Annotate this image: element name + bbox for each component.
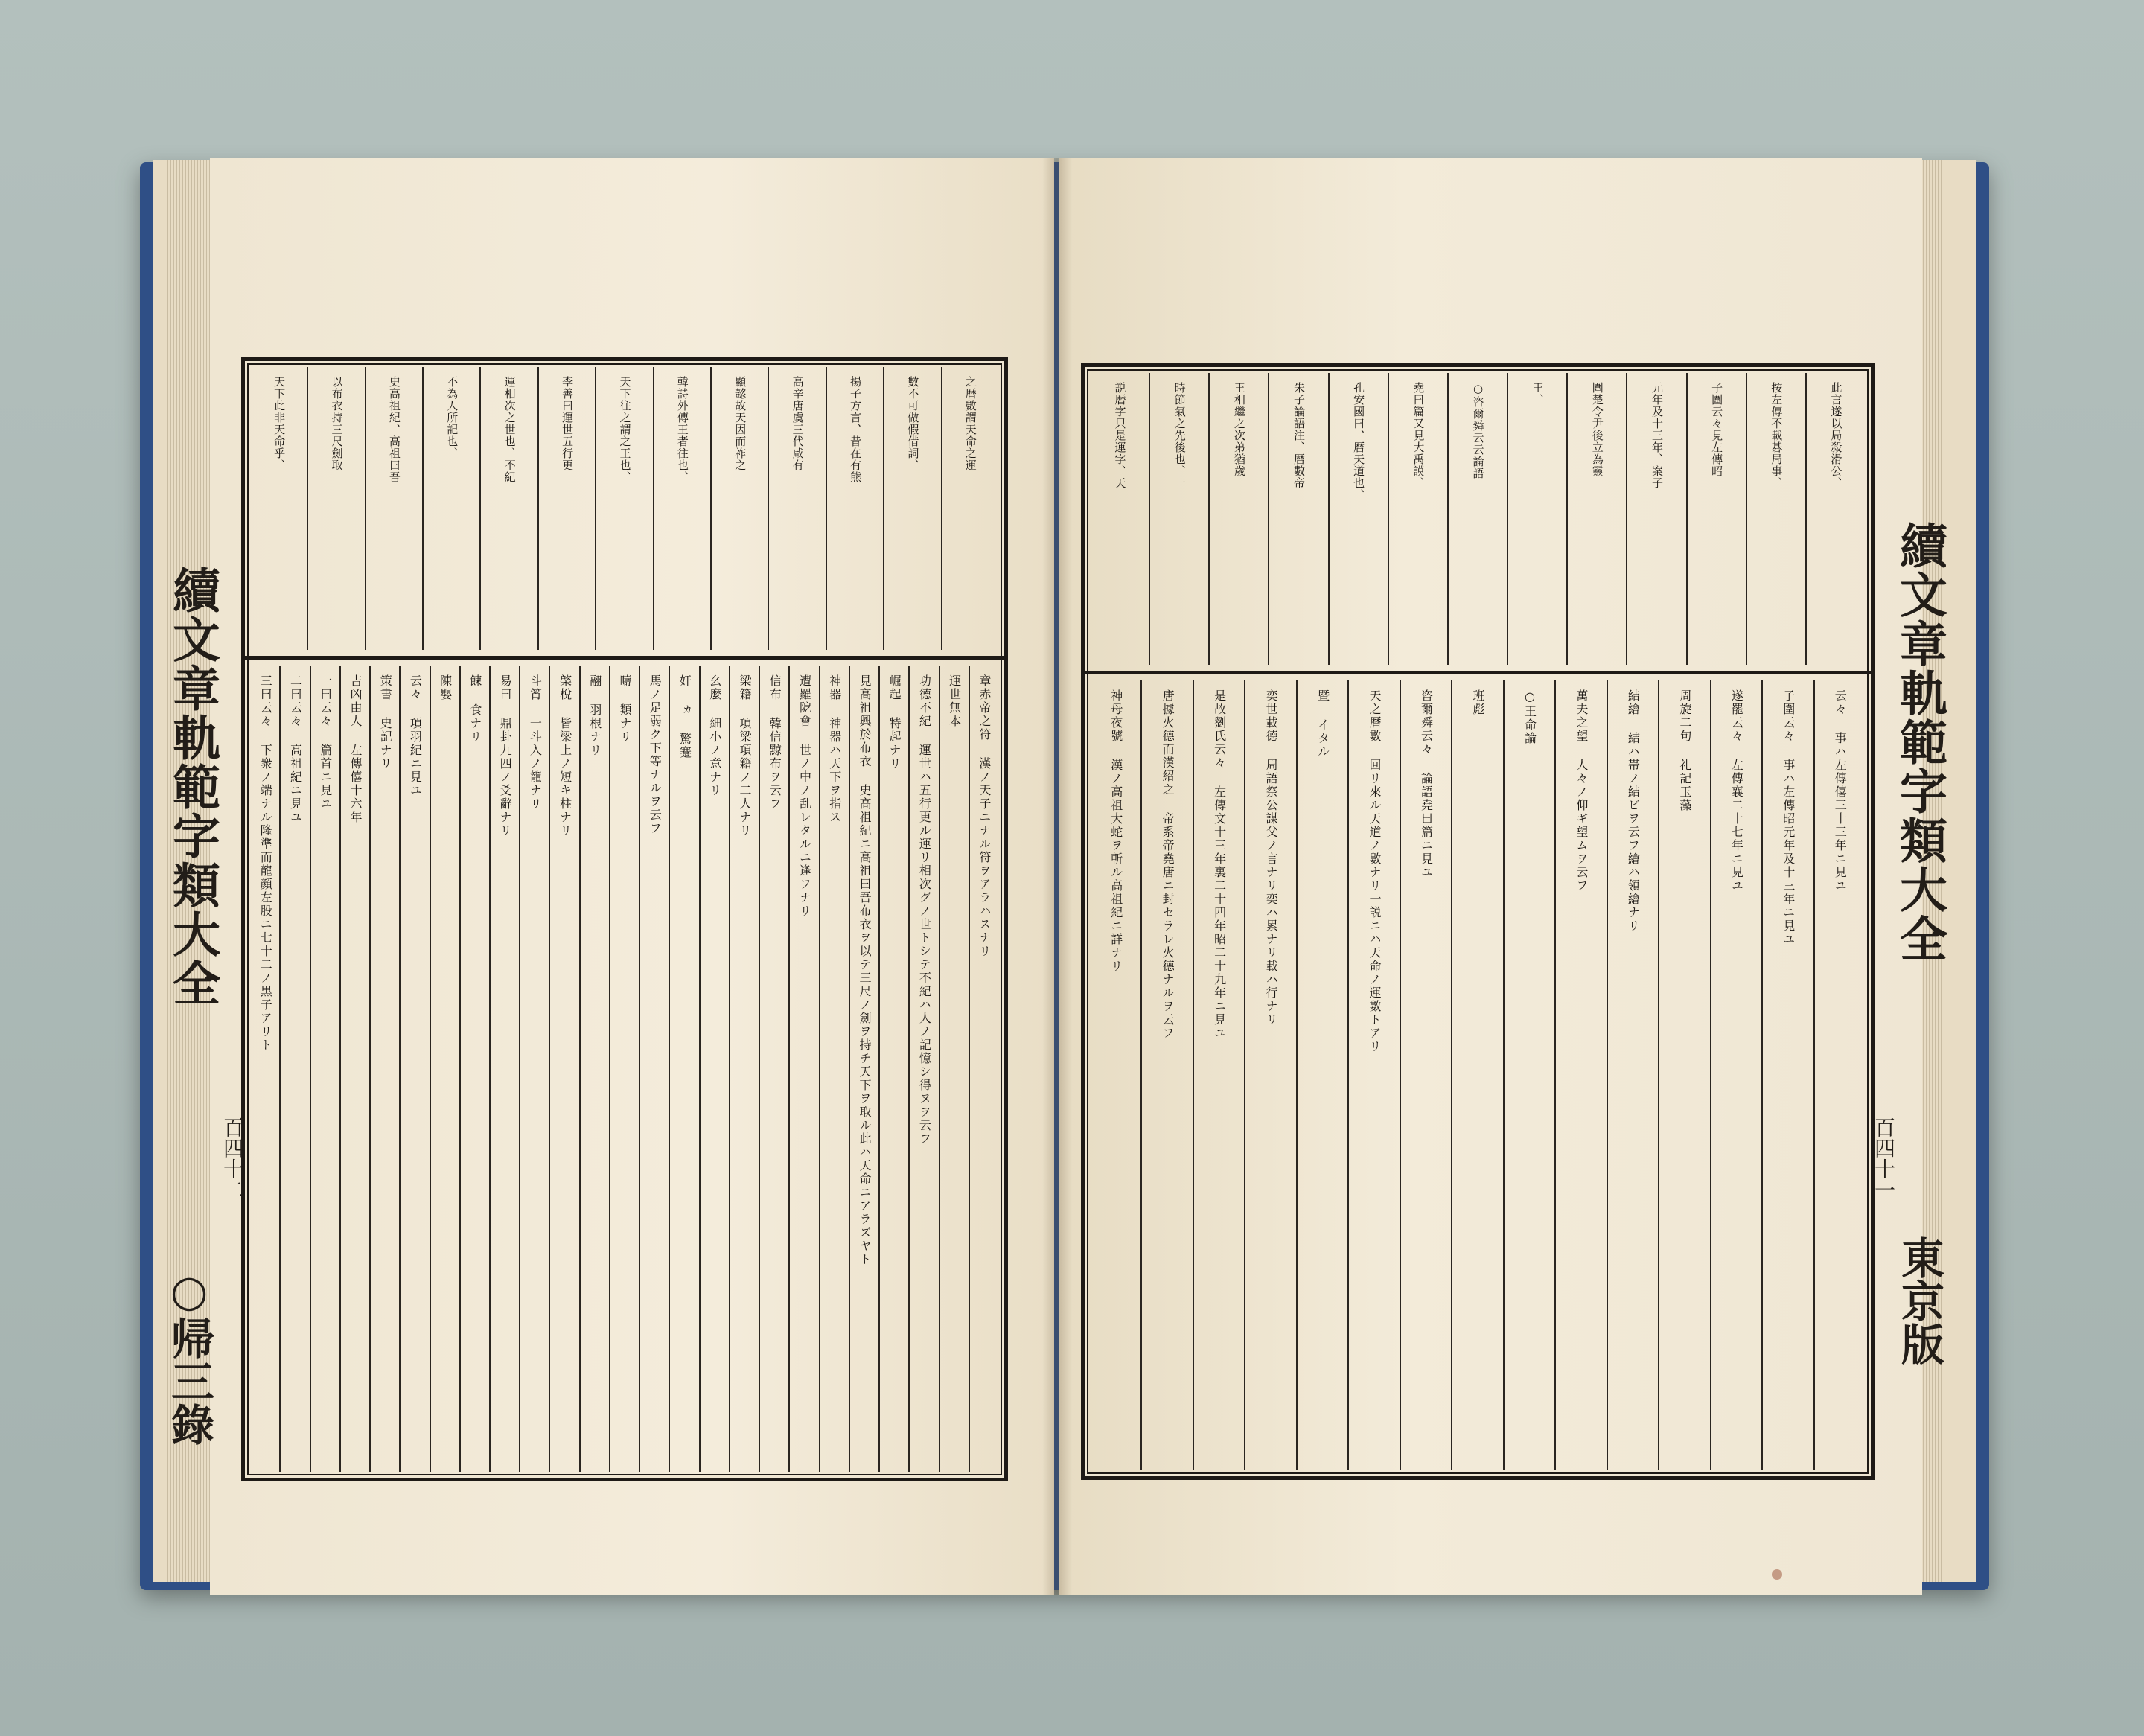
right-lower-column-text: 咨爾舜云々 論語堯曰篇ニ見ユ [1419, 689, 1434, 879]
left-folio: 百四十二 [220, 1117, 245, 1200]
right-lower-column [1658, 680, 1709, 1470]
left-upper-column [826, 367, 883, 650]
right-lower-column [1503, 680, 1554, 1470]
right-upper-column [1626, 373, 1685, 665]
right-lower-column [1091, 680, 1140, 1470]
right-upper-column [1388, 373, 1447, 665]
left-lower-column [399, 666, 429, 1472]
right-upper-column [1268, 373, 1327, 665]
right-upper-column [1447, 373, 1507, 665]
left-lower-column-text: 翮 羽根ナリ [587, 674, 602, 757]
right-upper-column [1091, 373, 1149, 665]
left-upper-column-text: 顯懿故天因而祚之 [733, 376, 747, 471]
right-lower-column [1140, 680, 1192, 1470]
left-lower-column-text: 章赤帝之符 漢ノ天子ニナル符ヲアラハスナリ [977, 674, 992, 958]
left-lower-column-text: 棨梲 皆梁上ノ短キ柱ナリ [558, 674, 572, 837]
right-upper-column-text: 此言遂以局殺滑公、 [1829, 382, 1843, 489]
left-lower-column-text: 餗 食ナリ [468, 674, 482, 744]
right-lower-column [1244, 680, 1295, 1470]
right-upper-columns [1091, 373, 1865, 665]
left-lower-column [489, 666, 519, 1472]
left-upper-column-text: 韓詩外傳王者往也、 [675, 376, 689, 483]
right-upper-column-text: 圍楚令尹後立為靈 [1590, 382, 1604, 477]
left-upper-column-text: 天下往之謂之王也、 [618, 376, 632, 483]
left-lower-column-text: 策書 史記ナリ [378, 674, 393, 770]
left-upper-column [365, 367, 422, 650]
right-upper-register [1085, 367, 1871, 674]
right-lower-column-text: 神母夜號 漢ノ高祖大蛇ヲ斬ル高祖紀ニ詳ナリ [1108, 689, 1123, 973]
right-upper-column-text: 王、 [1531, 382, 1545, 406]
left-lower-column-text: 疇 類ナリ [618, 674, 633, 744]
paper-stain [1772, 1569, 1782, 1580]
left-upper-column [768, 367, 825, 650]
right-lower-column-text: 暨 イタル [1315, 689, 1330, 759]
left-upper-columns [251, 367, 998, 650]
right-lower-register [1085, 674, 1871, 1476]
right-upper-column [1805, 373, 1865, 665]
right-lower-column-text: 周旋二句 礼記玉藻 [1677, 689, 1692, 812]
right-lower-column-text: 奕世載德 周語祭公謀父ノ言ナリ奕ハ累ナリ載ハ行ナリ [1264, 689, 1279, 1027]
right-upper-column-text: 孔安國曰、暦天道也、 [1352, 382, 1366, 501]
left-upper-column-text: 之暦數謂天命之運 [963, 376, 977, 471]
left-upper-column-text: 運相次之世也、不紀 [502, 376, 517, 483]
left-lower-column [519, 666, 549, 1472]
right-lower-column [1347, 680, 1399, 1470]
left-lower-column [878, 666, 908, 1472]
right-lower-column-text: 班彪 [1470, 689, 1485, 716]
right-lower-column-text: 子圍云々 事ハ左傳昭元年及十三年ニ見ユ [1781, 689, 1796, 946]
left-lower-column-text: 神器 神器ハ天下ヲ指ス [827, 674, 842, 824]
left-upper-column [941, 367, 998, 650]
left-press-mark: ○帰三錄 [164, 1266, 214, 1446]
right-upper-column [1149, 373, 1208, 665]
left-lower-column-text: 功德不紀 運世ハ五行更ル運リ相次グノ世トシテ不紀ハ人ノ記憶シ得ヌヲ云フ [917, 674, 932, 1146]
right-upper-column [1686, 373, 1746, 665]
left-lower-column-text: 運世無本 [947, 674, 962, 728]
right-lower-column [1813, 680, 1865, 1470]
left-lower-column-text: 陳嬰 [438, 674, 453, 701]
right-upper-column-text: 元年及十三年、案子 [1650, 382, 1664, 489]
right-lower-column [1296, 680, 1347, 1470]
left-upper-column [479, 367, 537, 650]
right-lower-column-text: 是故劉氏云々 左傳文十三年裏二十四年昭二十九年ニ見ユ [1212, 689, 1227, 1040]
left-lower-column [969, 666, 998, 1472]
left-upper-column-text: 不為人所記也、 [445, 376, 459, 459]
right-upper-column-text: 王相繼之次弟猶歲 [1232, 382, 1246, 477]
right-upper-column [1746, 373, 1805, 665]
left-lower-column-text: 吉凶由人 左傳僖十六年 [348, 674, 363, 824]
left-lower-column [639, 666, 669, 1472]
left-upper-column [653, 367, 710, 650]
left-lower-column [251, 666, 279, 1472]
right-upper-column-text: 説暦字只是運字、天 [1113, 382, 1127, 489]
right-lower-column-text: 云々 事ハ左傳僖三十三年ニ見ユ [1833, 689, 1848, 893]
left-lower-column [430, 666, 459, 1472]
left-upper-column [883, 367, 940, 650]
left-lower-column [310, 666, 339, 1472]
right-upper-column-text: 時節氣之先後也、一 [1172, 382, 1187, 489]
left-lower-column-text: 奸 ヵ 驚蹇 [677, 674, 692, 759]
left-lower-column-text: 三曰云々 下衆ノ端ナル隆準而龍顔左股ニ七十二ノ黒子アリト [258, 674, 273, 1052]
right-upper-column [1507, 373, 1566, 665]
left-page [210, 158, 1054, 1595]
right-lower-columns [1091, 680, 1865, 1470]
right-lower-column [1193, 680, 1244, 1470]
left-lower-column [339, 666, 369, 1472]
right-lower-column-text: 天之暦數 回リ來ル天道ノ數ナリ一説ニハ天命ノ運數トアリ [1368, 689, 1382, 1053]
left-lower-column [279, 666, 309, 1472]
left-upper-register [245, 361, 1004, 660]
left-upper-column [422, 367, 479, 650]
left-lower-column [759, 666, 788, 1472]
left-lower-column [369, 666, 399, 1472]
right-lower-column [1761, 680, 1813, 1470]
left-upper-column [595, 367, 652, 650]
left-lower-column [939, 666, 969, 1472]
right-lower-column-text: 萬夫之望 人々ノ仰ギ望ムヲ云フ [1574, 689, 1589, 893]
left-upper-column-text: 以布衣持三尺劍取 [330, 376, 344, 471]
left-lower-column-text: 易曰 鼎卦九四ノ爻辭ナリ [498, 674, 513, 837]
right-folio: 百四十一 [1872, 1117, 1896, 1200]
left-upper-column-text: 高辛唐虞三代咸有 [791, 376, 805, 471]
right-upper-column-text: 按左傳不載碁局事、 [1770, 382, 1784, 489]
left-lower-column-text: 二曰云々 高祖紀ニ見ユ [288, 674, 303, 824]
left-lower-column-text: 云々 項羽紀ニ見ユ [408, 674, 423, 797]
right-lower-column [1400, 680, 1451, 1470]
right-lower-column-text: 唐據火德而漢紹之 帝系帝堯唐ニ封セラレ火德ナルヲ云フ [1161, 689, 1175, 1040]
right-lower-column-text: 結繪 結ハ帯ノ結ビヲ云フ繪ハ領繪ナリ [1626, 689, 1641, 933]
left-lower-column [549, 666, 578, 1472]
left-lower-column-text: 幺麼 細小ノ意ナリ [707, 674, 722, 797]
left-lower-column [609, 666, 639, 1472]
left-upper-column-text: 數不可做假借詞、 [906, 376, 920, 471]
left-lower-column-text: 遭羅阸會 世ノ中ノ乱レタルニ逢フナリ [797, 674, 812, 918]
left-upper-column-text: 史高祖紀、高祖曰吾 [387, 376, 401, 483]
left-upper-column [307, 367, 364, 650]
left-margin-title: 續文章軌範字類大全 [165, 566, 220, 1008]
left-lower-column [819, 666, 849, 1472]
left-upper-column-text: 李善曰運世五行更 [561, 376, 575, 471]
right-upper-column-text: ○咨爾舜云云論語 [1471, 382, 1485, 479]
left-lower-column [669, 666, 698, 1472]
left-lower-column-text: 信布 韓信黥布ヲ云フ [768, 674, 782, 811]
left-text-frame [241, 357, 1008, 1481]
right-lower-column [1451, 680, 1502, 1470]
left-upper-column-text: 天下此非天命乎、 [272, 376, 287, 471]
right-lower-column-text: ○王命論 [1522, 689, 1537, 745]
right-upper-column [1566, 373, 1626, 665]
right-upper-column-text: 子圍云々見左傳昭 [1710, 382, 1724, 477]
left-upper-column [537, 367, 595, 650]
left-lower-column [459, 666, 489, 1472]
left-lower-column [729, 666, 759, 1472]
right-upper-column-text: 朱子論語注、暦數帝 [1292, 382, 1306, 489]
right-lower-column-text: 遂罷云々 左傳襄二十七年ニ見ユ [1729, 689, 1744, 893]
left-lower-column-text: 見高祖興於布衣 史高祖紀ニ高祖曰吾布衣ヲ以テ三尺ノ劍ヲ持チ天下ヲ取ル此ハ天命ニアラズヤト [857, 674, 872, 1266]
left-lower-column [788, 666, 818, 1472]
left-upper-column-text: 揚子方言、昔在有熊 [849, 376, 863, 483]
left-lower-column [908, 666, 938, 1472]
left-upper-column [710, 367, 768, 650]
left-upper-column [251, 367, 307, 650]
left-lower-column [849, 666, 878, 1472]
right-press-mark: 東京版 [1894, 1236, 1944, 1365]
right-lower-column [1607, 680, 1658, 1470]
left-lower-columns [251, 666, 998, 1472]
right-upper-column [1328, 373, 1388, 665]
right-text-frame [1081, 363, 1875, 1480]
left-lower-column-text: 斗筲 一斗入ノ籠ナリ [528, 674, 543, 811]
left-lower-column-text: 梁籍 項梁項籍ノ二人ナリ [738, 674, 752, 837]
left-lower-column [699, 666, 729, 1472]
left-lower-column-text: 一曰云々 篇首ニ見ユ [318, 674, 333, 811]
right-upper-column [1208, 373, 1268, 665]
right-page [1059, 158, 1922, 1595]
left-lower-column-text: 馬ノ足弱ク下等ナルヲ云フ [648, 674, 663, 835]
book-gutter [1042, 158, 1072, 1595]
right-lower-column [1554, 680, 1606, 1470]
left-lower-column [579, 666, 609, 1472]
left-lower-register [245, 660, 1004, 1478]
right-upper-column-text: 堯曰篇又見大禹謨、 [1411, 382, 1426, 489]
left-lower-column-text: 崛起 特起ナリ [887, 674, 902, 770]
right-lower-column [1710, 680, 1761, 1470]
right-margin-title: 續文章軌範字類大全 [1892, 521, 1947, 963]
